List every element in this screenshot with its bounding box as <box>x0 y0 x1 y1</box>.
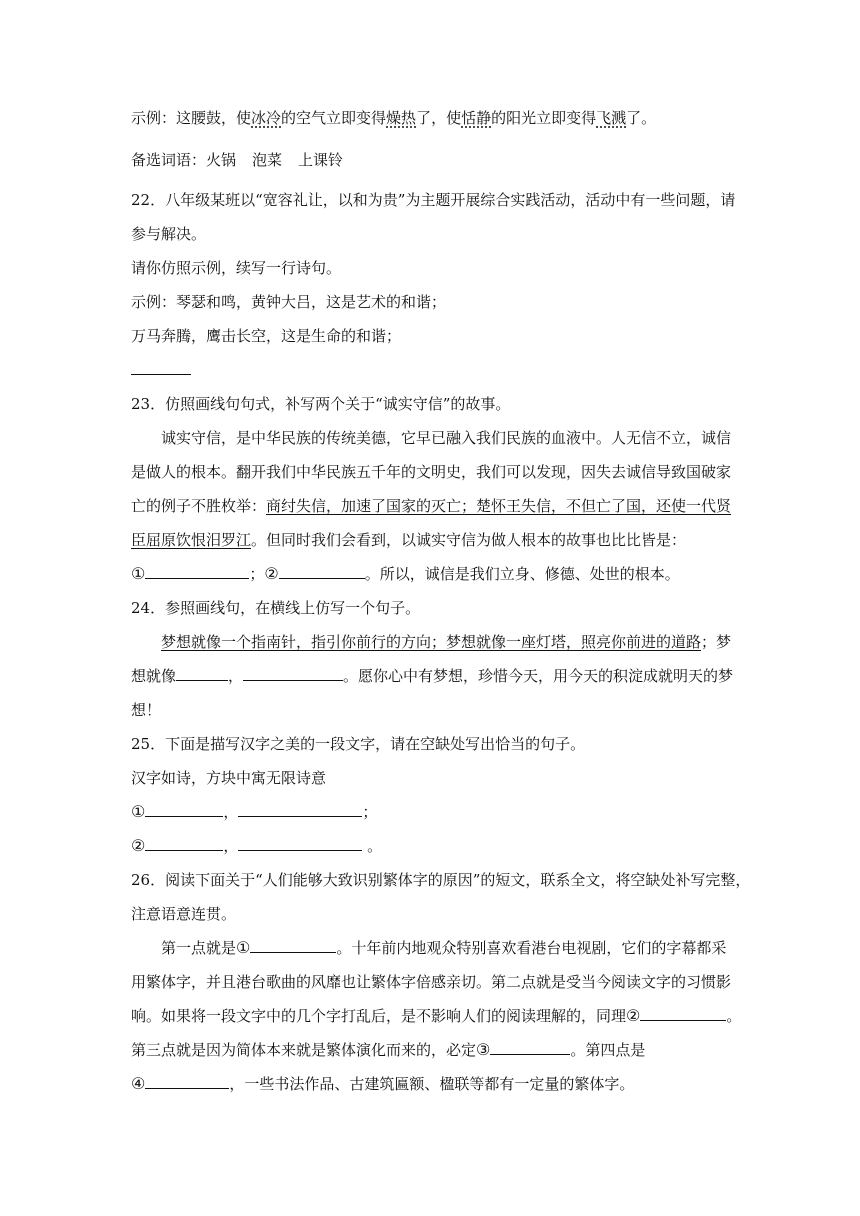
q26-paragraph-line <box>161 937 726 959</box>
q26-title: 26．阅读下面关于“人们能够大致识别繁体字的原因”的短文，联系全文，将空缺处补写完整， <box>131 871 751 889</box>
circled-number-2: ② <box>626 1006 641 1025</box>
q23-title: 23．仿照画线句句式，补写两个关于“诚实守信”的故事。 <box>131 395 511 413</box>
q26-paragraph-line <box>131 1073 634 1095</box>
dotted-word: 燥热 <box>386 109 417 127</box>
circled-number-1: ① <box>236 938 251 957</box>
q25-text: ； <box>362 803 378 821</box>
q24-paragraph-line <box>161 631 731 653</box>
circled-number-2: ② <box>131 836 146 855</box>
answer-blank-2[interactable] <box>279 563 365 579</box>
dotted-word: 冰冷 <box>251 109 282 127</box>
answer-blank-4[interactable] <box>145 1073 229 1089</box>
candidate-word: 火锅 <box>206 151 237 169</box>
answer-blank[interactable] <box>145 801 223 817</box>
q25-text: 。 <box>362 837 383 855</box>
q26-text: 第一点就是 <box>161 939 237 957</box>
answer-blank-1[interactable] <box>145 563 249 579</box>
q26-text: 。 <box>726 1007 742 1025</box>
q25-lead: 汉字如诗，方块中寓无限诗意 <box>131 769 327 787</box>
underlined-sentence: 商纣失信，加速了国家的灭亡；楚怀王失信，不但亡了国，还使一代贤 <box>266 497 732 515</box>
q23-text: ； <box>249 565 265 583</box>
q23-text: 。所以，诚信是我们立身、修德、处世的根本。 <box>364 565 680 583</box>
q22-example: 示例：琴瑟和鸣，黄钟大吕，这是艺术的和谐； <box>131 293 447 311</box>
q25-answer-line-1 <box>131 801 377 823</box>
example-text: 了，使 <box>416 109 462 127</box>
example-text: 的阳光立即变得 <box>491 109 597 127</box>
q25-text: ， <box>223 837 239 855</box>
example-text: 的空气立即变得 <box>281 109 387 127</box>
q23-paragraph-line: 诚实守信，是中华民族的传统美德，它早已融入我们民族的血液中。人无信不立，诚信 <box>161 429 732 447</box>
q26-text: 响。如果将一段文字中的几个字打乱后，是不影响人们的阅读理解的，同理 <box>131 1007 627 1025</box>
candidate-label: 备选词语： <box>131 151 207 169</box>
q24-paragraph-line <box>131 665 733 687</box>
q23-text: 。但同时我们会看到，以诚实守信为做人根本的故事也比比皆是： <box>251 531 687 549</box>
dotted-word: 恬静 <box>461 109 492 127</box>
q26-text: ，一些书法作品、古建筑匾额、楹联等都有一定量的繁体字。 <box>229 1075 635 1093</box>
q25-text: ， <box>223 803 239 821</box>
answer-blank[interactable] <box>145 835 223 851</box>
q26-text: 。十年前内地观众特别喜欢看港台电视剧，它们的字幕都采 <box>336 939 727 957</box>
example-sentence <box>131 107 656 129</box>
circled-number-1: ① <box>131 564 146 583</box>
q26-title-cont: 注意语意连贯。 <box>131 905 237 923</box>
circled-number-1: ① <box>131 802 146 821</box>
answer-blank-1[interactable] <box>250 937 336 953</box>
answer-blank[interactable] <box>238 801 362 817</box>
q25-answer-line-2 <box>131 835 382 857</box>
q24-text: 。愿你心中有梦想，珍惜今天，用今天的积淀成就明天的梦 <box>343 667 734 685</box>
answer-blank-2[interactable] <box>640 1005 726 1021</box>
circled-number-3: ③ <box>476 1040 491 1059</box>
circled-number-4: ④ <box>131 1074 146 1093</box>
answer-blank-2[interactable] <box>243 665 343 681</box>
candidate-word: 上课铃 <box>298 151 344 169</box>
q24-text: 想就像 <box>131 667 177 685</box>
q22-instruction: 请你仿照示例，续写一行诗句。 <box>131 259 342 277</box>
candidate-word: 泡菜 <box>252 151 283 169</box>
q26-paragraph-line: 用繁体字，并且港台歌曲的风靡也让繁体字倍感亲切。第二点就是受当今阅读文字的习惯影 <box>131 973 732 991</box>
dotted-word: 飞溅 <box>596 109 627 127</box>
q23-paragraph-line <box>131 495 731 517</box>
q24-text: ， <box>228 667 244 685</box>
circled-number-2: ② <box>264 564 279 583</box>
q24-paragraph-line: 想！ <box>131 701 162 719</box>
q23-text: 亡的例子不胜枚举： <box>131 497 267 515</box>
underlined-sentence: 臣屈原饮恨汨罗江 <box>131 531 252 549</box>
q25-title: 25．下面是描写汉字之美的一段文字，请在空缺处写出恰当的句子。 <box>131 735 586 753</box>
candidate-words <box>131 149 343 171</box>
answer-blank-1[interactable] <box>176 665 228 681</box>
example-text: 了。 <box>626 109 657 127</box>
q24-text: ；梦 <box>701 633 732 651</box>
q22-title-cont: 参与解决。 <box>131 225 207 243</box>
q22-answer-blank[interactable] <box>131 359 191 381</box>
q23-answer-line <box>131 563 680 585</box>
q26-paragraph-line <box>131 1039 645 1061</box>
example-text: 示例：这腰鼓，使 <box>131 109 252 127</box>
q22-example-2: 万马奔腾，鹰击长空，这是生命的和谐； <box>131 327 402 345</box>
q24-title: 24．参照画线句，在横线上仿写一个句子。 <box>131 599 421 617</box>
q23-paragraph-line <box>131 529 686 551</box>
q23-paragraph-line: 是做人的根本。翻开我们中华民族五千年的文明史，我们可以发现，因失去诚信导致国破家 <box>131 463 732 481</box>
answer-blank-3[interactable] <box>490 1039 570 1055</box>
q26-text: 。第四点是 <box>570 1041 646 1059</box>
answer-blank[interactable] <box>238 835 362 851</box>
q26-paragraph-line <box>131 1005 741 1027</box>
underlined-sentence: 梦想就像一个指南针，指引你前行的方向；梦想就像一座灯塔，照亮你前进的道路 <box>161 633 702 651</box>
q22-title: 22．八年级某班以“宽容礼让，以和为贵”为主题开展综合实践活动，活动中有一些问题，请 <box>131 191 736 209</box>
q26-text: 第三点就是因为简体本来就是繁体演化而来的，必定 <box>131 1041 477 1059</box>
